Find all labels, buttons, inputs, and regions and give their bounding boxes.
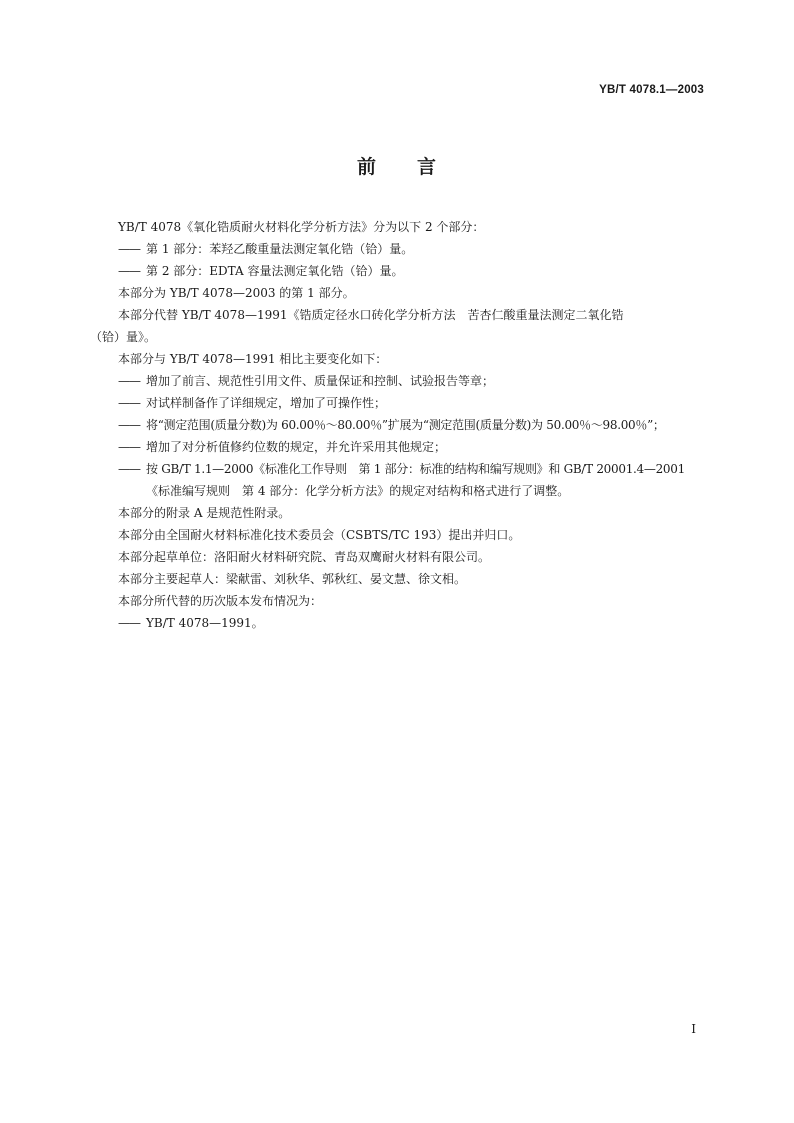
paragraph-drafters: 本部分主要起草人：梁献雷、刘秋华、郭秋红、晏文慧、徐文相。 — [118, 572, 467, 586]
list-item-change5-continuation: 《标准编写规则 第 4 部分：化学分析方法》的规定对结构和格式进行了调整。 — [146, 484, 570, 498]
paragraph-this-part: 本部分为 YB/T 4078—2003 的第 1 部分。 — [118, 286, 355, 300]
list-item-text: 第 2 部分：EDTA 容量法测定氧化锆（铪）量。 — [146, 264, 404, 278]
list-item-text: 增加了前言、规范性引用文件、质量保证和控制、试验报告等章； — [146, 374, 495, 388]
list-item-text: 第 1 部分：苯羟乙酸重量法测定氧化锆（铪）量。 — [146, 242, 414, 256]
paragraph-drafting-units: 本部分起草单位：洛阳耐火材料研究院、青岛双鹰耐火材料有限公司。 — [118, 550, 491, 564]
list-item-change1 — [90, 370, 704, 392]
paragraph-history-intro: 本部分所代替的历次版本发布情况为： — [118, 594, 323, 608]
paragraph-replaces-line2: （铪）量》。 — [90, 330, 157, 344]
list-item-text: 将“测定范围(质量分数)为 60.00％～80.00％”扩展为“测定范围(质量分数)为 50.00％～98.00％”； — [146, 418, 665, 432]
dash-mark: —— — [118, 418, 140, 432]
page-title — [0, 152, 794, 179]
list-item-text: 对试样制备作了详细规定，增加了可操作性； — [146, 396, 387, 410]
dash-mark: —— — [118, 374, 140, 388]
paragraph-annex: 本部分的附录 A 是规范性附录。 — [118, 506, 291, 520]
list-item-part1 — [90, 238, 704, 260]
list-item-part2 — [90, 260, 704, 282]
list-item-change5 — [90, 458, 704, 480]
paragraph-replaces-line1: 本部分代替 YB/T 4078—1991《锆质定径水口砖化学分析方法 苦杏仁酸重量法测定二氧化锆 — [118, 308, 624, 322]
dash-mark: —— — [118, 242, 140, 256]
page-number: I — [691, 1022, 696, 1036]
paragraph-proposed-by: 本部分由全国耐火材料标准化技术委员会（CSBTS/TC 193）提出并归口。 — [118, 528, 521, 542]
dash-mark: —— — [118, 616, 140, 630]
paragraph-intro: YB/T 4078《氧化锆质耐火材料化学分析方法》分为以下 2 个部分： — [118, 220, 485, 234]
list-item-text: 按 GB/T 1.1—2000《标准化工作导则 第 1 部分：标准的结构和编写规则》和 GB/T 20001.4—2001 — [146, 462, 685, 476]
page-title-char-2: 言 — [417, 156, 438, 178]
document-body — [90, 216, 704, 634]
list-item-text: YB/T 4078—1991。 — [146, 616, 264, 630]
list-item-change2 — [90, 392, 704, 414]
dash-mark: —— — [118, 462, 140, 476]
list-item-change4 — [90, 436, 704, 458]
list-item-text: 增加了对分析值修约位数的规定，并允许采用其他规定； — [146, 440, 447, 454]
document-code: YB/T 4078.1—2003 — [599, 84, 704, 96]
dash-mark: —— — [118, 264, 140, 278]
list-item-history1 — [90, 612, 704, 634]
paragraph-changes-intro: 本部分与 YB/T 4078—1991 相比主要变化如下： — [118, 352, 388, 366]
dash-mark: —— — [118, 396, 140, 410]
list-item-change3 — [90, 414, 704, 436]
page-title-char-1: 前 — [356, 156, 377, 178]
dash-mark: —— — [118, 440, 140, 454]
